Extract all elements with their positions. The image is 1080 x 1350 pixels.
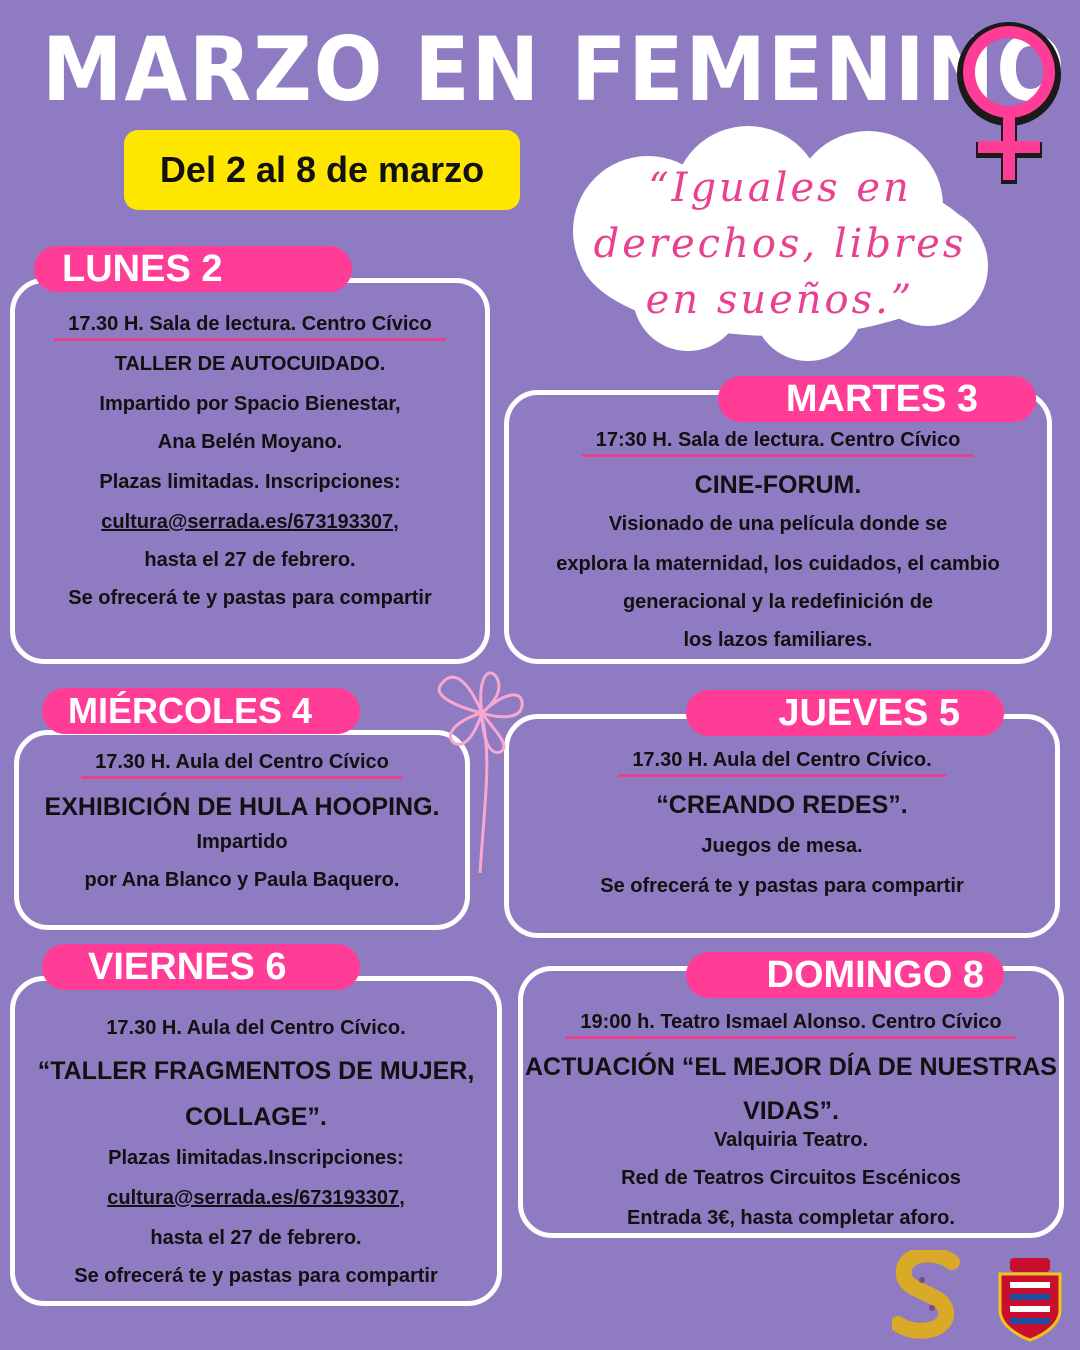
event-detail: Impartido por Spacio Bienestar, <box>99 393 401 415</box>
event-activity: VIDAS”. <box>743 1097 839 1125</box>
date-range-badge: Del 2 al 8 de marzo <box>124 130 520 210</box>
punctuation: , <box>399 1187 405 1209</box>
contact-email-link[interactable]: cultura@serrada.es/673193307 <box>107 1187 400 1209</box>
event-detail: Se ofrecerá te y pastas para compartir <box>74 1265 438 1287</box>
event-detail: por Ana Blanco y Paula Baquero. <box>84 869 400 891</box>
punctuation: , <box>393 511 399 533</box>
event-detail: Entrada 3€, hasta completar aforo. <box>627 1207 955 1229</box>
event-detail: Visionado de una película donde se <box>608 513 948 535</box>
coat-of-arms-logo <box>1000 1258 1060 1340</box>
event-detail: Red de Teatros Circuitos Escénicos <box>621 1167 961 1189</box>
serrada-s-logo <box>898 1254 952 1330</box>
event-card-jueves <box>504 714 1060 938</box>
event-venue: 17.30 H. Aula del Centro Cívico. <box>106 1017 406 1039</box>
event-detail: hasta el 27 de febrero. <box>144 549 356 571</box>
event-detail: explora la maternidad, los cuidados, el cambio <box>556 553 1000 575</box>
quote-line: “Iguales en <box>648 165 912 211</box>
day-label-domingo: DOMINGO 8 <box>686 952 1004 998</box>
event-activity: CINE-FORUM. <box>694 471 862 499</box>
event-detail: hasta el 27 de febrero. <box>150 1227 362 1249</box>
event-card-domingo <box>518 966 1064 1238</box>
quote-line: derechos, libres <box>593 221 967 267</box>
event-detail: los lazos familiares. <box>683 629 873 651</box>
event-detail: generacional y la redefinición de <box>622 591 934 613</box>
event-detail: Ana Belén Moyano. <box>157 431 343 453</box>
event-card-lunes <box>10 278 490 664</box>
quote-line: en sueños.” <box>645 277 915 323</box>
event-venue: 17.30 H. Sala de lectura. Centro Cívico <box>54 313 445 341</box>
event-detail: Plazas limitadas.Inscripciones: <box>108 1147 404 1169</box>
day-label-lunes: LUNES 2 <box>34 246 352 292</box>
flower-icon <box>432 658 532 878</box>
event-detail: Se ofrecerá te y pastas para compartir <box>68 587 432 609</box>
event-card-martes <box>504 390 1052 664</box>
event-activity: “TALLER FRAGMENTOS DE MUJER, <box>37 1057 475 1085</box>
event-detail: Juegos de mesa. <box>701 835 863 857</box>
event-venue: 17.30 H. Aula del Centro Cívico. <box>618 749 945 777</box>
municipal-logos <box>892 1250 1062 1342</box>
day-label-viernes: VIERNES 6 <box>42 944 360 990</box>
event-detail: Impartido <box>196 831 288 853</box>
event-detail: Plazas limitadas. Inscripciones: <box>99 471 401 493</box>
contact-email-link[interactable]: cultura@serrada.es/673193307 <box>101 511 394 533</box>
event-venue: 17.30 H. Aula del Centro Cívico <box>81 751 403 779</box>
page-title: MARZO EN FEMENINO <box>42 18 1067 121</box>
event-activity: EXHIBICIÓN DE HULA HOOPING. <box>44 793 440 821</box>
event-activity: “CREANDO REDES”. <box>656 791 908 819</box>
event-activity: TALLER DE AUTOCUIDADO. <box>114 353 386 375</box>
event-card-viernes <box>10 976 502 1306</box>
event-detail: Se ofrecerá te y pastas para compartir <box>600 875 964 897</box>
event-activity: ACTUACIÓN “EL MEJOR DÍA DE NUESTRAS <box>525 1053 1057 1081</box>
event-venue: 19:00 h. Teatro Ismael Alonso. Centro Cívico <box>566 1011 1015 1039</box>
event-venue: 17:30 H. Sala de lectura. Centro Cívico <box>582 429 975 457</box>
day-label-miercoles: MIÉRCOLES 4 <box>42 688 360 734</box>
event-card-miercoles <box>14 730 470 930</box>
day-label-jueves: JUEVES 5 <box>686 690 1004 736</box>
day-label-martes: MARTES 3 <box>718 376 1036 422</box>
event-activity: COLLAGE”. <box>185 1103 327 1131</box>
quote <box>580 160 980 328</box>
event-detail: Valquiria Teatro. <box>713 1129 869 1151</box>
